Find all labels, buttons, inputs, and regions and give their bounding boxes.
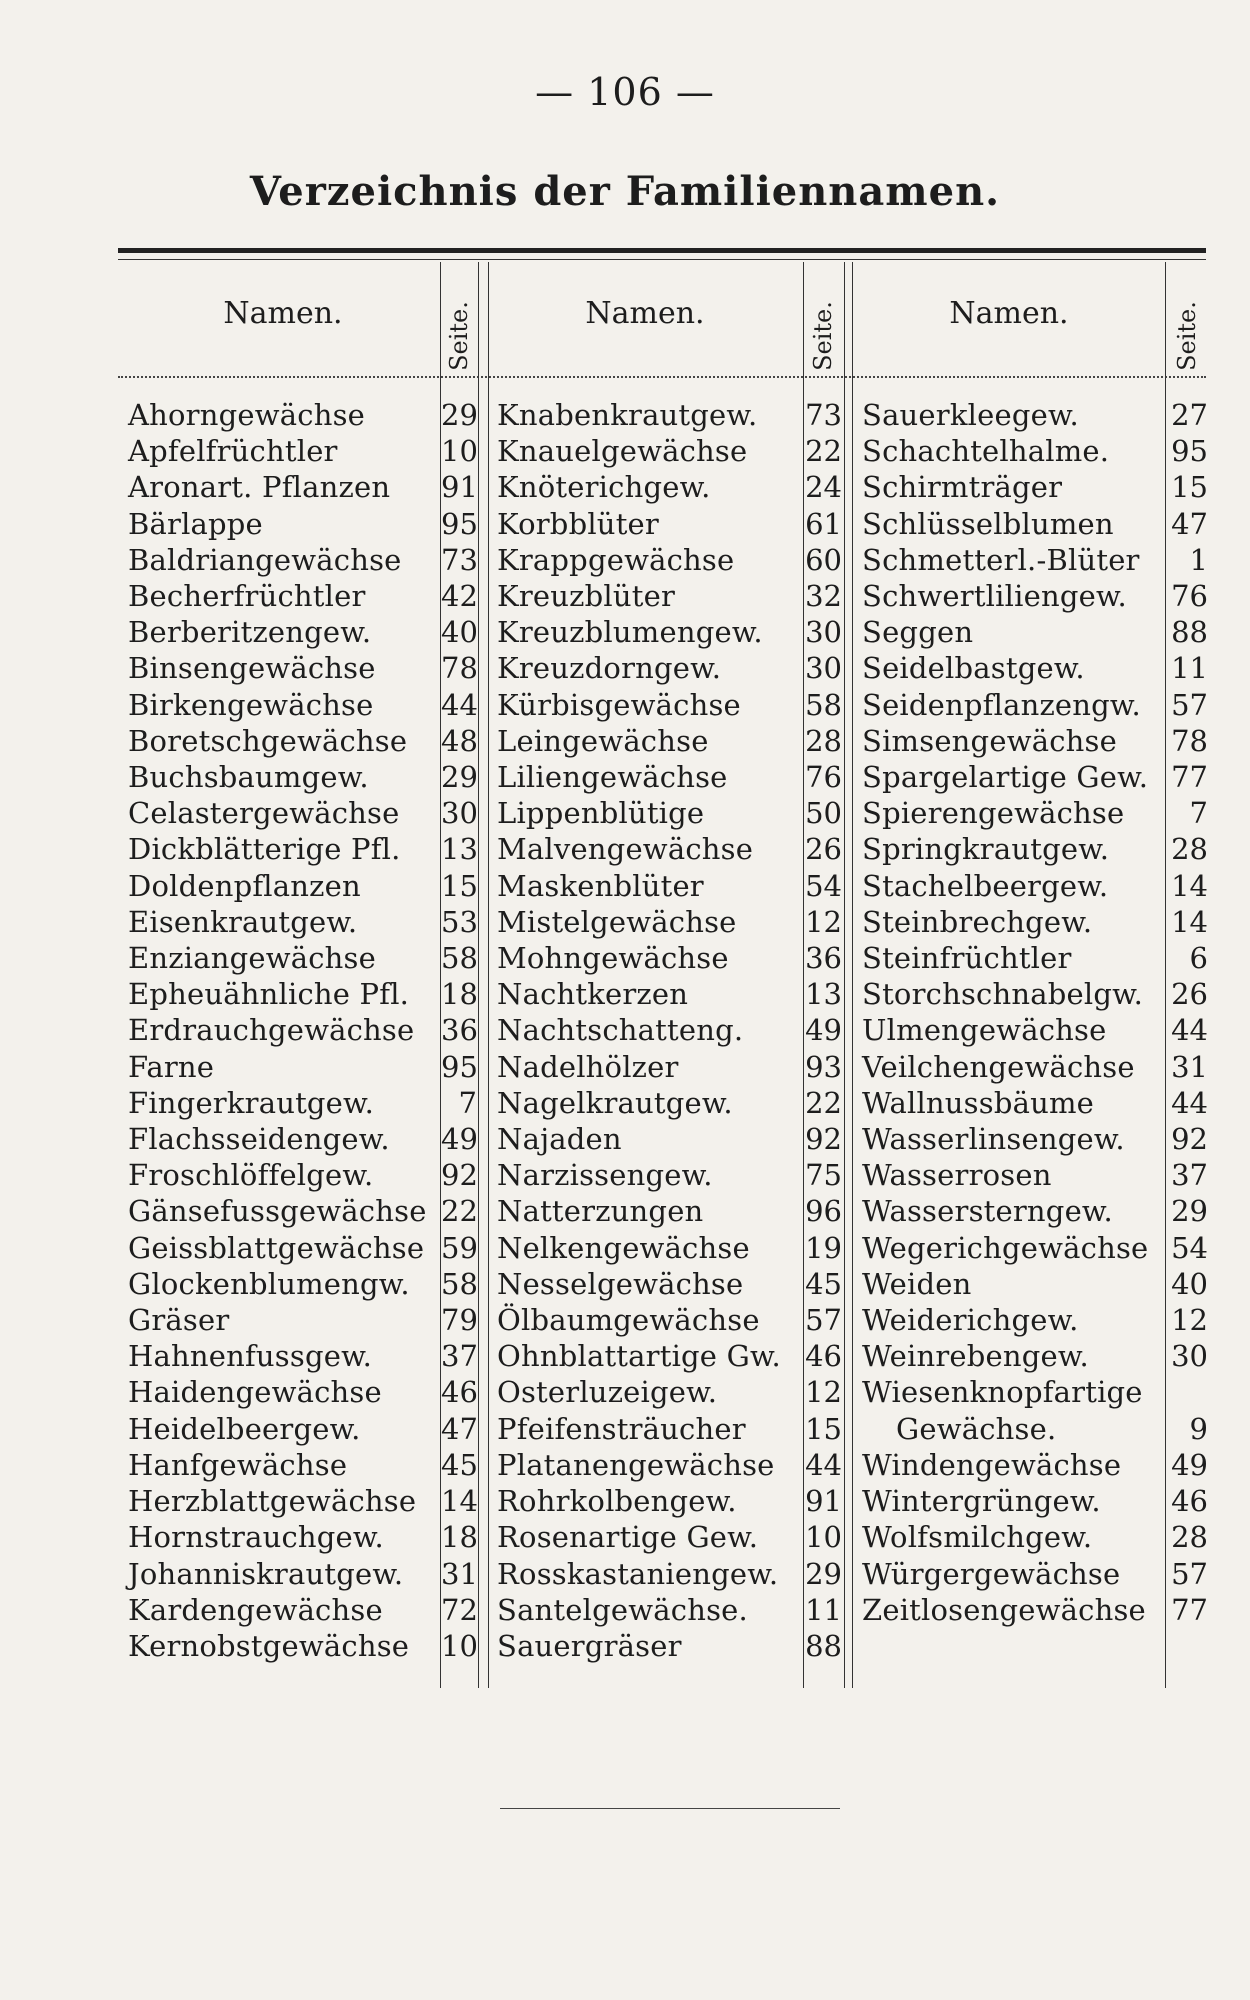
- page-number-entry: 95: [441, 1049, 478, 1084]
- family-name-entry: Becherfrüchtler: [128, 579, 366, 614]
- pages-column-1: [441, 397, 477, 1664]
- page-number-entry: 73: [805, 398, 842, 432]
- family-name-entry: Rohrkolbengew.: [497, 1484, 737, 1519]
- family-name-entry: Seggen: [862, 615, 974, 650]
- family-name-entry: Geissblattgewächse: [128, 1230, 425, 1265]
- page-number: — 106 —: [535, 70, 715, 114]
- family-name-entry: Ohnblattartige Gw.: [497, 1339, 781, 1374]
- page-number-entry: 50: [805, 796, 842, 831]
- page-number-entry: 19: [805, 1230, 842, 1265]
- family-name-entry: Kürbisgewächse: [497, 687, 741, 722]
- family-name-entry: Haidengewächse: [128, 1375, 382, 1410]
- page-number-entry: 78: [441, 651, 478, 686]
- family-name-entry: Hahnenfussgew.: [128, 1339, 373, 1374]
- family-name-entry: Wassersterngew.: [862, 1194, 1113, 1229]
- family-name-entry: Hanfgewächse: [128, 1447, 348, 1482]
- page-number-entry: 75: [805, 1158, 842, 1193]
- family-name-entry: Najaden: [497, 1122, 622, 1157]
- family-name-entry: Bärlappe: [128, 506, 263, 541]
- page-number-entry: 42: [441, 579, 478, 614]
- page-number-entry: 88: [1171, 615, 1208, 650]
- family-name-entry: Nesselgewächse: [497, 1266, 744, 1301]
- family-name-entry: Wiesenknopfartige: [862, 1375, 1143, 1410]
- page-number-entry: 29: [1171, 1194, 1208, 1229]
- family-name-entry: Nachtkerzen: [497, 977, 689, 1012]
- page-number-entry: 57: [805, 1303, 842, 1338]
- page-number-entry: 92: [441, 1158, 478, 1193]
- page-number-entry: 7: [1189, 796, 1208, 831]
- page-number-entry: 44: [441, 687, 478, 722]
- family-name-entry: Kreuzblüter: [497, 579, 676, 614]
- page-number-entry: 49: [1171, 1447, 1208, 1482]
- family-name-entry: Wintergrüngew.: [862, 1484, 1101, 1519]
- page-number-entry: 45: [805, 1266, 842, 1301]
- family-name-entry: Schmetterl.-Blüter: [862, 542, 1140, 577]
- page-number-entry: 29: [441, 760, 478, 795]
- family-name-entry: Enziangewächse: [128, 941, 376, 976]
- family-name-entry: Mohngewächse: [497, 941, 729, 976]
- page-number-entry: 54: [805, 868, 842, 903]
- page-number-entry: [1166, 1374, 1208, 1410]
- page-number-entry: 30: [805, 615, 842, 650]
- page-number-entry: 92: [805, 1122, 842, 1157]
- family-name-entry: Kreuzblumengew.: [497, 615, 763, 650]
- family-name-entry: Santelgewächse.: [497, 1592, 748, 1627]
- page-number-entry: 58: [441, 1266, 478, 1301]
- page-number-entry: 30: [1171, 1339, 1208, 1374]
- page-number-entry: 29: [441, 398, 478, 432]
- family-name-entry: Narzissengew.: [497, 1158, 713, 1193]
- page-number-entry: 77: [1171, 1592, 1208, 1627]
- page-number-entry: 30: [805, 651, 842, 686]
- family-name-entry: Nachtschatteng.: [497, 1013, 744, 1048]
- page-number-entry: 27: [1171, 398, 1208, 432]
- family-name-entry: Gräser: [128, 1303, 230, 1338]
- family-name-entry: Hornstrauchgew.: [128, 1520, 384, 1555]
- family-name-entry: Kardengewächse: [128, 1592, 383, 1627]
- page-number-entry: 26: [805, 832, 842, 867]
- family-name-entry: Ölbaumgewächse: [497, 1303, 760, 1338]
- family-name-entry: Spierengewächse: [862, 796, 1125, 831]
- page-number-entry: 10: [441, 1628, 478, 1663]
- family-name-entry: Platanengewächse: [497, 1447, 775, 1482]
- page-number-entry: 6: [1189, 941, 1208, 976]
- family-name-entry: Flachsseidengew.: [128, 1122, 390, 1157]
- page-number-entry: 28: [1171, 832, 1208, 867]
- family-name-entry: Berberitzengew.: [128, 615, 372, 650]
- family-name-entry: Ulmengewächse: [862, 1013, 1107, 1048]
- family-name-entry: Schlüsselblumen: [862, 506, 1114, 541]
- pages-column-2: [804, 397, 842, 1664]
- page-number-entry: 49: [441, 1122, 478, 1157]
- page-number-entry: 36: [441, 1013, 478, 1048]
- page-number-entry: 37: [1171, 1158, 1208, 1193]
- page-number-entry: 1: [1189, 542, 1208, 577]
- page-number-entry: 76: [805, 760, 842, 795]
- family-name-entry: Apfelfrüchtler: [128, 434, 338, 469]
- family-name-entry: Knabenkrautgew.: [497, 398, 758, 432]
- family-name-entry: Binsengewächse: [128, 651, 376, 686]
- family-name-entry: Froschlöffelgew.: [128, 1158, 374, 1193]
- family-name-entry: Fingerkrautgew.: [128, 1085, 375, 1120]
- page-number-entry: 18: [441, 1520, 478, 1555]
- page-number-entry: 13: [441, 832, 478, 867]
- family-name-entry: Seidenpflanzengw.: [862, 687, 1141, 722]
- page-number-entry: 93: [805, 1049, 842, 1084]
- page-number-entry: 46: [805, 1339, 842, 1374]
- family-name-entry: Mistelgewächse: [497, 904, 737, 939]
- family-name-entry: Natterzungen: [497, 1194, 704, 1229]
- page-number-entry: 28: [805, 723, 842, 758]
- page-number-entry: 96: [805, 1194, 842, 1229]
- family-name-entry: Nagelkrautgew.: [497, 1085, 733, 1120]
- page-number-entry: 44: [805, 1447, 842, 1482]
- title-rule-thin: [118, 259, 1206, 260]
- family-name-entry: Kreuzdorngew.: [497, 651, 722, 686]
- column-rule: [478, 262, 479, 1688]
- header-name-col1: Namen.: [223, 296, 343, 331]
- family-name-entry: Sauerkleegew.: [862, 398, 1079, 432]
- family-name-entry: Korbblüter: [497, 506, 659, 541]
- family-name-entry: Springkrautgew.: [862, 832, 1110, 867]
- page-number-entry: 44: [1171, 1013, 1208, 1048]
- family-name-entry: Schachtelhalme.: [862, 434, 1110, 469]
- page-number-entry: 36: [805, 941, 842, 976]
- family-name-entry: Simsengewächse: [862, 723, 1117, 758]
- family-name-entry: Malvengewächse: [497, 832, 754, 867]
- page-number-entry: 22: [805, 434, 842, 469]
- family-name-entry: Zeitlosengewächse: [862, 1592, 1146, 1627]
- family-name-entry: Sauergräser: [497, 1628, 682, 1663]
- page-number-entry: 13: [805, 977, 842, 1012]
- page-number-entry: 77: [1171, 760, 1208, 795]
- family-name-entry: Gänsefussgewächse: [128, 1194, 427, 1229]
- page-number-entry: 95: [1171, 434, 1208, 469]
- page-number-entry: 40: [441, 615, 478, 650]
- page-number-entry: 30: [441, 796, 478, 831]
- family-name-entry: Leingewächse: [497, 723, 709, 758]
- family-name-entry: Seidelbastgew.: [862, 651, 1085, 686]
- family-name-entry: Epheuähnliche Pfl.: [128, 977, 410, 1012]
- family-name-entry: Krappgewächse: [497, 542, 735, 577]
- page-number-entry: 88: [805, 1628, 842, 1663]
- page-number-entry: 59: [441, 1230, 478, 1265]
- family-name-entry: Glockenblumengw.: [128, 1266, 410, 1301]
- page-number-entry: 61: [805, 506, 842, 541]
- page-number-entry: 14: [1171, 868, 1208, 903]
- page-number-entry: 46: [1171, 1484, 1208, 1519]
- page-number-entry: 91: [805, 1484, 842, 1519]
- family-name-entry: Nelkengewächse: [497, 1230, 750, 1265]
- page-number-entry: 57: [1171, 687, 1208, 722]
- family-name-entry: Herzblattgewächse: [128, 1484, 417, 1519]
- page-number-entry: 9: [1189, 1411, 1208, 1446]
- page-number-entry: 22: [805, 1085, 842, 1120]
- family-name-entry: Heidelbeergew.: [128, 1411, 361, 1446]
- family-name-entry: Nadelhölzer: [497, 1049, 679, 1084]
- family-name-entry: Steinfrüchtler: [862, 941, 1072, 976]
- family-name-entry: Baldriangewächse: [128, 542, 402, 577]
- family-name-entry: Wallnussbäume: [862, 1085, 1095, 1120]
- family-name-entry: Kernobstgewächse: [128, 1628, 410, 1663]
- page-number-entry: 44: [1171, 1085, 1208, 1120]
- page-number-entry: 28: [1171, 1520, 1208, 1555]
- family-name-entry: Wasserrosen: [862, 1158, 1052, 1193]
- family-name-entry: Wolfsmilchgew.: [862, 1520, 1093, 1555]
- page-number-entry: 58: [805, 687, 842, 722]
- page-number-entry: 58: [441, 941, 478, 976]
- page-number-entry: 29: [805, 1556, 842, 1591]
- header-page-col3: Seite.: [1173, 301, 1201, 371]
- family-name-entry: Birkengewächse: [128, 687, 374, 722]
- page-number-entry: 47: [441, 1411, 478, 1446]
- page-title: Verzeichnis der Familiennamen.: [249, 168, 1001, 215]
- page-number-entry: 31: [1171, 1049, 1208, 1084]
- header-page-col2: Seite.: [809, 301, 837, 371]
- family-name-entry: Würgergewächse: [862, 1556, 1121, 1591]
- page-number-entry: 18: [441, 977, 478, 1012]
- page-number-entry: 40: [1171, 1266, 1208, 1301]
- page-number-entry: 15: [805, 1411, 842, 1446]
- family-name-entry: Gewächse.: [896, 1411, 1057, 1446]
- page-number-entry: 10: [805, 1520, 842, 1555]
- family-name-entry: Weiderichgew.: [862, 1303, 1079, 1338]
- names-column-3: [862, 397, 1148, 1628]
- column-rule: [852, 262, 853, 1688]
- page-number-entry: 46: [441, 1375, 478, 1410]
- family-name-entry: Lippenblütige: [497, 796, 705, 831]
- family-name-entry: Celastergewächse: [128, 796, 400, 831]
- page-number-entry: 79: [441, 1303, 478, 1338]
- family-name-entry: Johanniskrautgew.: [128, 1556, 404, 1591]
- family-name-entry: Doldenpflanzen: [128, 868, 361, 903]
- page-number-entry: 47: [1171, 506, 1208, 541]
- family-name-entry: Weinrebengew.: [862, 1339, 1089, 1374]
- header-name-col3: Namen.: [949, 296, 1069, 331]
- page-number-entry: 15: [1171, 470, 1208, 505]
- page-number-entry: 12: [805, 904, 842, 939]
- column-rule: [844, 262, 845, 1688]
- family-name-entry: Storchschnabelgw.: [862, 977, 1144, 1012]
- family-name-entry: Rosenartige Gew.: [497, 1520, 759, 1555]
- family-name-entry: Spargelartige Gew.: [862, 760, 1149, 795]
- page-number-entry: 24: [805, 470, 842, 505]
- page-number-entry: 14: [441, 1484, 478, 1519]
- family-name-entry: Ahorngewächse: [128, 398, 366, 432]
- page-number-entry: 32: [805, 579, 842, 614]
- page-number-entry: 78: [1171, 723, 1208, 758]
- family-name-entry: Schwertliliengew.: [862, 579, 1127, 614]
- family-name-entry: Dickblätterige Pfl.: [128, 832, 401, 867]
- page-number-entry: 72: [441, 1592, 478, 1627]
- family-name-entry: Rosskastaniengew.: [497, 1556, 779, 1591]
- page-number-entry: 95: [441, 506, 478, 541]
- pages-column-3: [1166, 397, 1208, 1628]
- family-name-entry: Steinbrechgew.: [862, 904, 1093, 939]
- page-number-entry: 14: [1171, 904, 1208, 939]
- page-number-entry: 57: [1171, 1556, 1208, 1591]
- family-name-entry: Boretschgewächse: [128, 723, 408, 758]
- family-name-entry: Windengewächse: [862, 1447, 1122, 1482]
- family-name-entry: Knauelgewächse: [497, 434, 748, 469]
- family-name-entry: Liliengewächse: [497, 760, 728, 795]
- family-name-entry: Stachelbeergew.: [862, 868, 1109, 903]
- family-name-entry: Knöterichgew.: [497, 470, 711, 505]
- family-name-entry: Osterluzeigew.: [497, 1375, 718, 1410]
- bottom-rule: [500, 1808, 840, 1809]
- family-name-entry: Eisenkrautgew.: [128, 904, 358, 939]
- page-number-entry: 54: [1171, 1230, 1208, 1265]
- column-rule: [488, 262, 489, 1688]
- page-number-entry: 92: [1171, 1122, 1208, 1157]
- page-number-entry: 10: [441, 434, 478, 469]
- page-number-entry: 15: [441, 868, 478, 903]
- family-name-entry: Wegerichgewächse: [862, 1230, 1149, 1265]
- names-column-2: [497, 397, 781, 1664]
- family-name-entry: Buchsbaumgew.: [128, 760, 369, 795]
- family-name-entry: Erdrauchgewächse: [128, 1013, 415, 1048]
- family-name-entry: Schirmträger: [862, 470, 1063, 505]
- family-name-entry: Aronart. Pflanzen: [128, 470, 391, 505]
- page-number-entry: 53: [441, 904, 478, 939]
- page-number-entry: 12: [805, 1375, 842, 1410]
- header-name-col2: Namen.: [585, 296, 705, 331]
- page-number-entry: 76: [1171, 579, 1208, 614]
- page-number-entry: 31: [441, 1556, 478, 1591]
- page-number-entry: 11: [1171, 651, 1208, 686]
- page-number-entry: 22: [441, 1194, 478, 1229]
- family-name-entry: Veilchengewächse: [862, 1049, 1135, 1084]
- page-number-entry: 73: [441, 542, 478, 577]
- page-number-entry: 37: [441, 1339, 478, 1374]
- page-number-entry: 26: [1171, 977, 1208, 1012]
- family-name-entry: Farne: [128, 1049, 215, 1084]
- page-number-entry: 48: [441, 723, 478, 758]
- page-number-entry: 12: [1171, 1303, 1208, 1338]
- title-rule-thick: [118, 248, 1206, 253]
- page-number-entry: 49: [805, 1013, 842, 1048]
- family-name-entry: Pfeifensträucher: [497, 1411, 746, 1446]
- page-number-entry: 7: [458, 1085, 477, 1120]
- page-number-entry: 60: [805, 542, 842, 577]
- page-number-entry: 45: [441, 1447, 478, 1482]
- family-name-entry: Maskenblüter: [497, 868, 704, 903]
- names-column-1: [128, 397, 427, 1664]
- header-page-col1: Seite.: [445, 301, 473, 371]
- page-number-entry: 11: [805, 1592, 842, 1627]
- page-number-entry: 91: [441, 470, 478, 505]
- family-name-entry: Weiden: [862, 1266, 972, 1301]
- family-name-entry: Wasserlinsengew.: [862, 1122, 1125, 1157]
- header-rule-dotted: [118, 376, 1206, 378]
